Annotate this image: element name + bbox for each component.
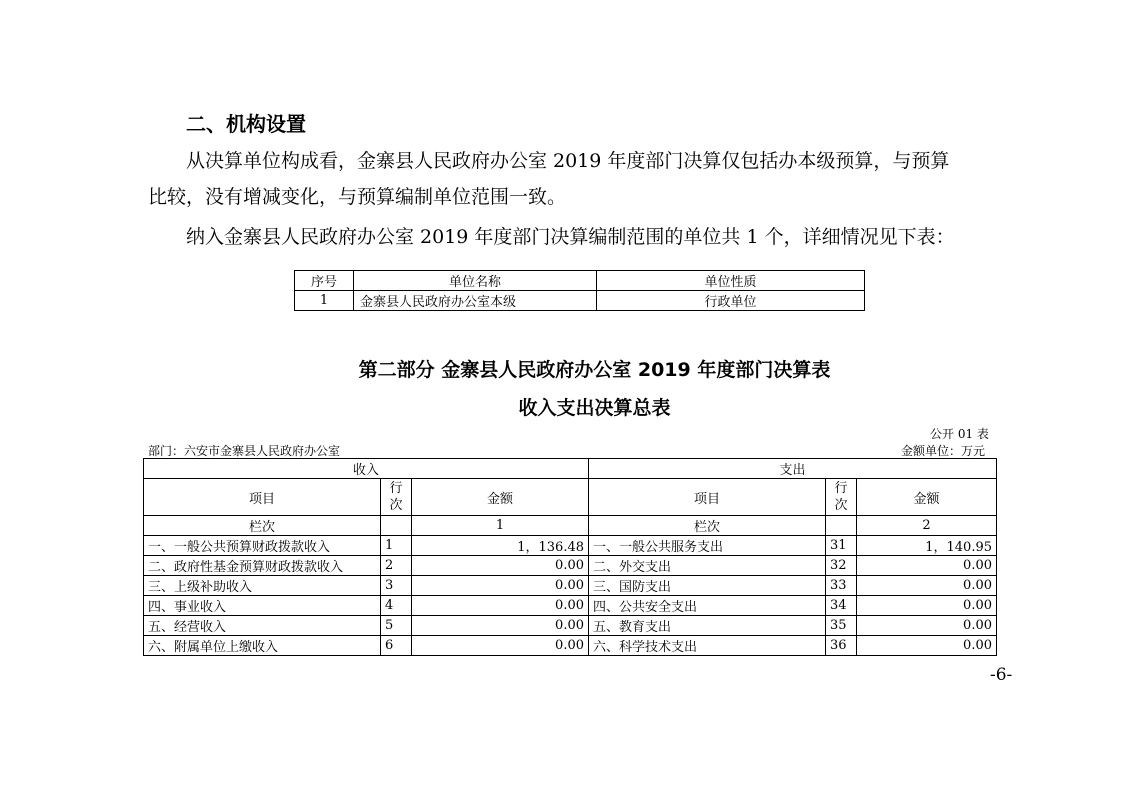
- income-lanci: 栏次: [144, 516, 381, 536]
- expense-lanci: 栏次: [589, 516, 826, 536]
- expense-row-no: 32: [826, 556, 857, 576]
- income-row-no: 2: [381, 556, 412, 576]
- expense-item: 四、公共安全支出: [589, 596, 826, 616]
- table-row: [144, 636, 997, 656]
- unit-table-header: [295, 271, 865, 291]
- part-title: 第二部分 金寨县人民政府办公室 2019 年度部门决算表: [358, 359, 831, 381]
- unit-no: 1: [295, 291, 354, 311]
- table-title: 收入支出决算总表: [518, 397, 671, 419]
- expense-lanci-row: [826, 516, 857, 536]
- paragraph-1-line-1: 从决算单位构成看，金寨县人民政府办公室 2019 年度部门决算仅包括办本级预算，与预算: [186, 150, 950, 172]
- income-lanci-no: 1: [412, 516, 589, 536]
- expense-item: 三、国防支出: [589, 576, 826, 596]
- expense-item: 二、外交支出: [589, 556, 826, 576]
- expense-lanci-no: 2: [857, 516, 997, 536]
- income-lanci-row: [381, 516, 412, 536]
- expense-item: 一、一般公共服务支出: [589, 536, 826, 556]
- income-item: 三、上级补助收入: [144, 576, 381, 596]
- table-column-header: [144, 479, 997, 516]
- expense-item-header: 项目: [589, 479, 826, 516]
- expense-row-no: 34: [826, 596, 857, 616]
- table-row: [144, 596, 997, 616]
- income-amount: 0.00: [412, 556, 589, 576]
- income-item-header: 项目: [144, 479, 381, 516]
- income-expense-table: [143, 458, 997, 656]
- income-amount-header: 金额: [412, 479, 589, 516]
- unit-table: [294, 270, 865, 311]
- expense-row-no: 33: [826, 576, 857, 596]
- unit-name: 金寨县人民政府办公室本级: [354, 291, 597, 311]
- table-group-header: [144, 459, 997, 479]
- table-code: 公开 01 表: [930, 427, 989, 441]
- table-row: [144, 556, 997, 576]
- income-item: 五、经营收入: [144, 616, 381, 636]
- paragraph-1-line-2: 比较，没有增减变化，与预算编制单位范围一致。: [148, 186, 567, 208]
- income-amount: 0.00: [412, 636, 589, 656]
- income-amount: 1，136.48: [412, 536, 589, 556]
- income-item: 一、一般公共预算财政拨款收入: [144, 536, 381, 556]
- expense-amount: 0.00: [857, 556, 997, 576]
- paragraph-2: 纳入金寨县人民政府办公室 2019 年度部门决算编制范围的单位共 1 个，详细情况见下表：: [186, 226, 955, 248]
- amount-unit-label: 金额单位：万元: [901, 444, 986, 458]
- unit-table-header-type: 单位性质: [597, 271, 865, 291]
- income-row-no: 5: [381, 616, 412, 636]
- income-row-no: 1: [381, 536, 412, 556]
- expense-amount-header: 金额: [857, 479, 997, 516]
- expense-row-no: 35: [826, 616, 857, 636]
- unit-type: 行政单位: [597, 291, 865, 311]
- department-label: 部门：六安市金寨县人民政府办公室: [148, 444, 341, 458]
- income-header: 收入: [144, 459, 589, 479]
- expense-amount: 1，140.95: [857, 536, 997, 556]
- income-row-no: 4: [381, 596, 412, 616]
- section-heading: 二、机构设置: [186, 112, 306, 136]
- income-row-no: 3: [381, 576, 412, 596]
- expense-row-no: 36: [826, 636, 857, 656]
- table-row: [295, 291, 865, 311]
- expense-row-header: 行次: [826, 479, 857, 516]
- page-number: -6-: [990, 665, 1013, 685]
- unit-table-header-name: 单位名称: [354, 271, 597, 291]
- expense-amount: 0.00: [857, 616, 997, 636]
- income-amount: 0.00: [412, 616, 589, 636]
- income-item: 二、政府性基金预算财政拨款收入: [144, 556, 381, 576]
- income-amount: 0.00: [412, 576, 589, 596]
- expense-header: 支出: [589, 459, 997, 479]
- income-item: 四、事业收入: [144, 596, 381, 616]
- table-row: [144, 616, 997, 636]
- expense-amount: 0.00: [857, 576, 997, 596]
- income-row-no: 6: [381, 636, 412, 656]
- income-row-header: 行次: [381, 479, 412, 516]
- table-row: [144, 576, 997, 596]
- unit-table-header-no: 序号: [295, 271, 354, 291]
- expense-amount: 0.00: [857, 596, 997, 616]
- expense-amount: 0.00: [857, 636, 997, 656]
- table-row: [144, 536, 997, 556]
- expense-item: 六、科学技术支出: [589, 636, 826, 656]
- income-item: 六、附属单位上缴收入: [144, 636, 381, 656]
- table-lanci-row: [144, 516, 997, 536]
- expense-row-no: 31: [826, 536, 857, 556]
- expense-item: 五、教育支出: [589, 616, 826, 636]
- income-amount: 0.00: [412, 596, 589, 616]
